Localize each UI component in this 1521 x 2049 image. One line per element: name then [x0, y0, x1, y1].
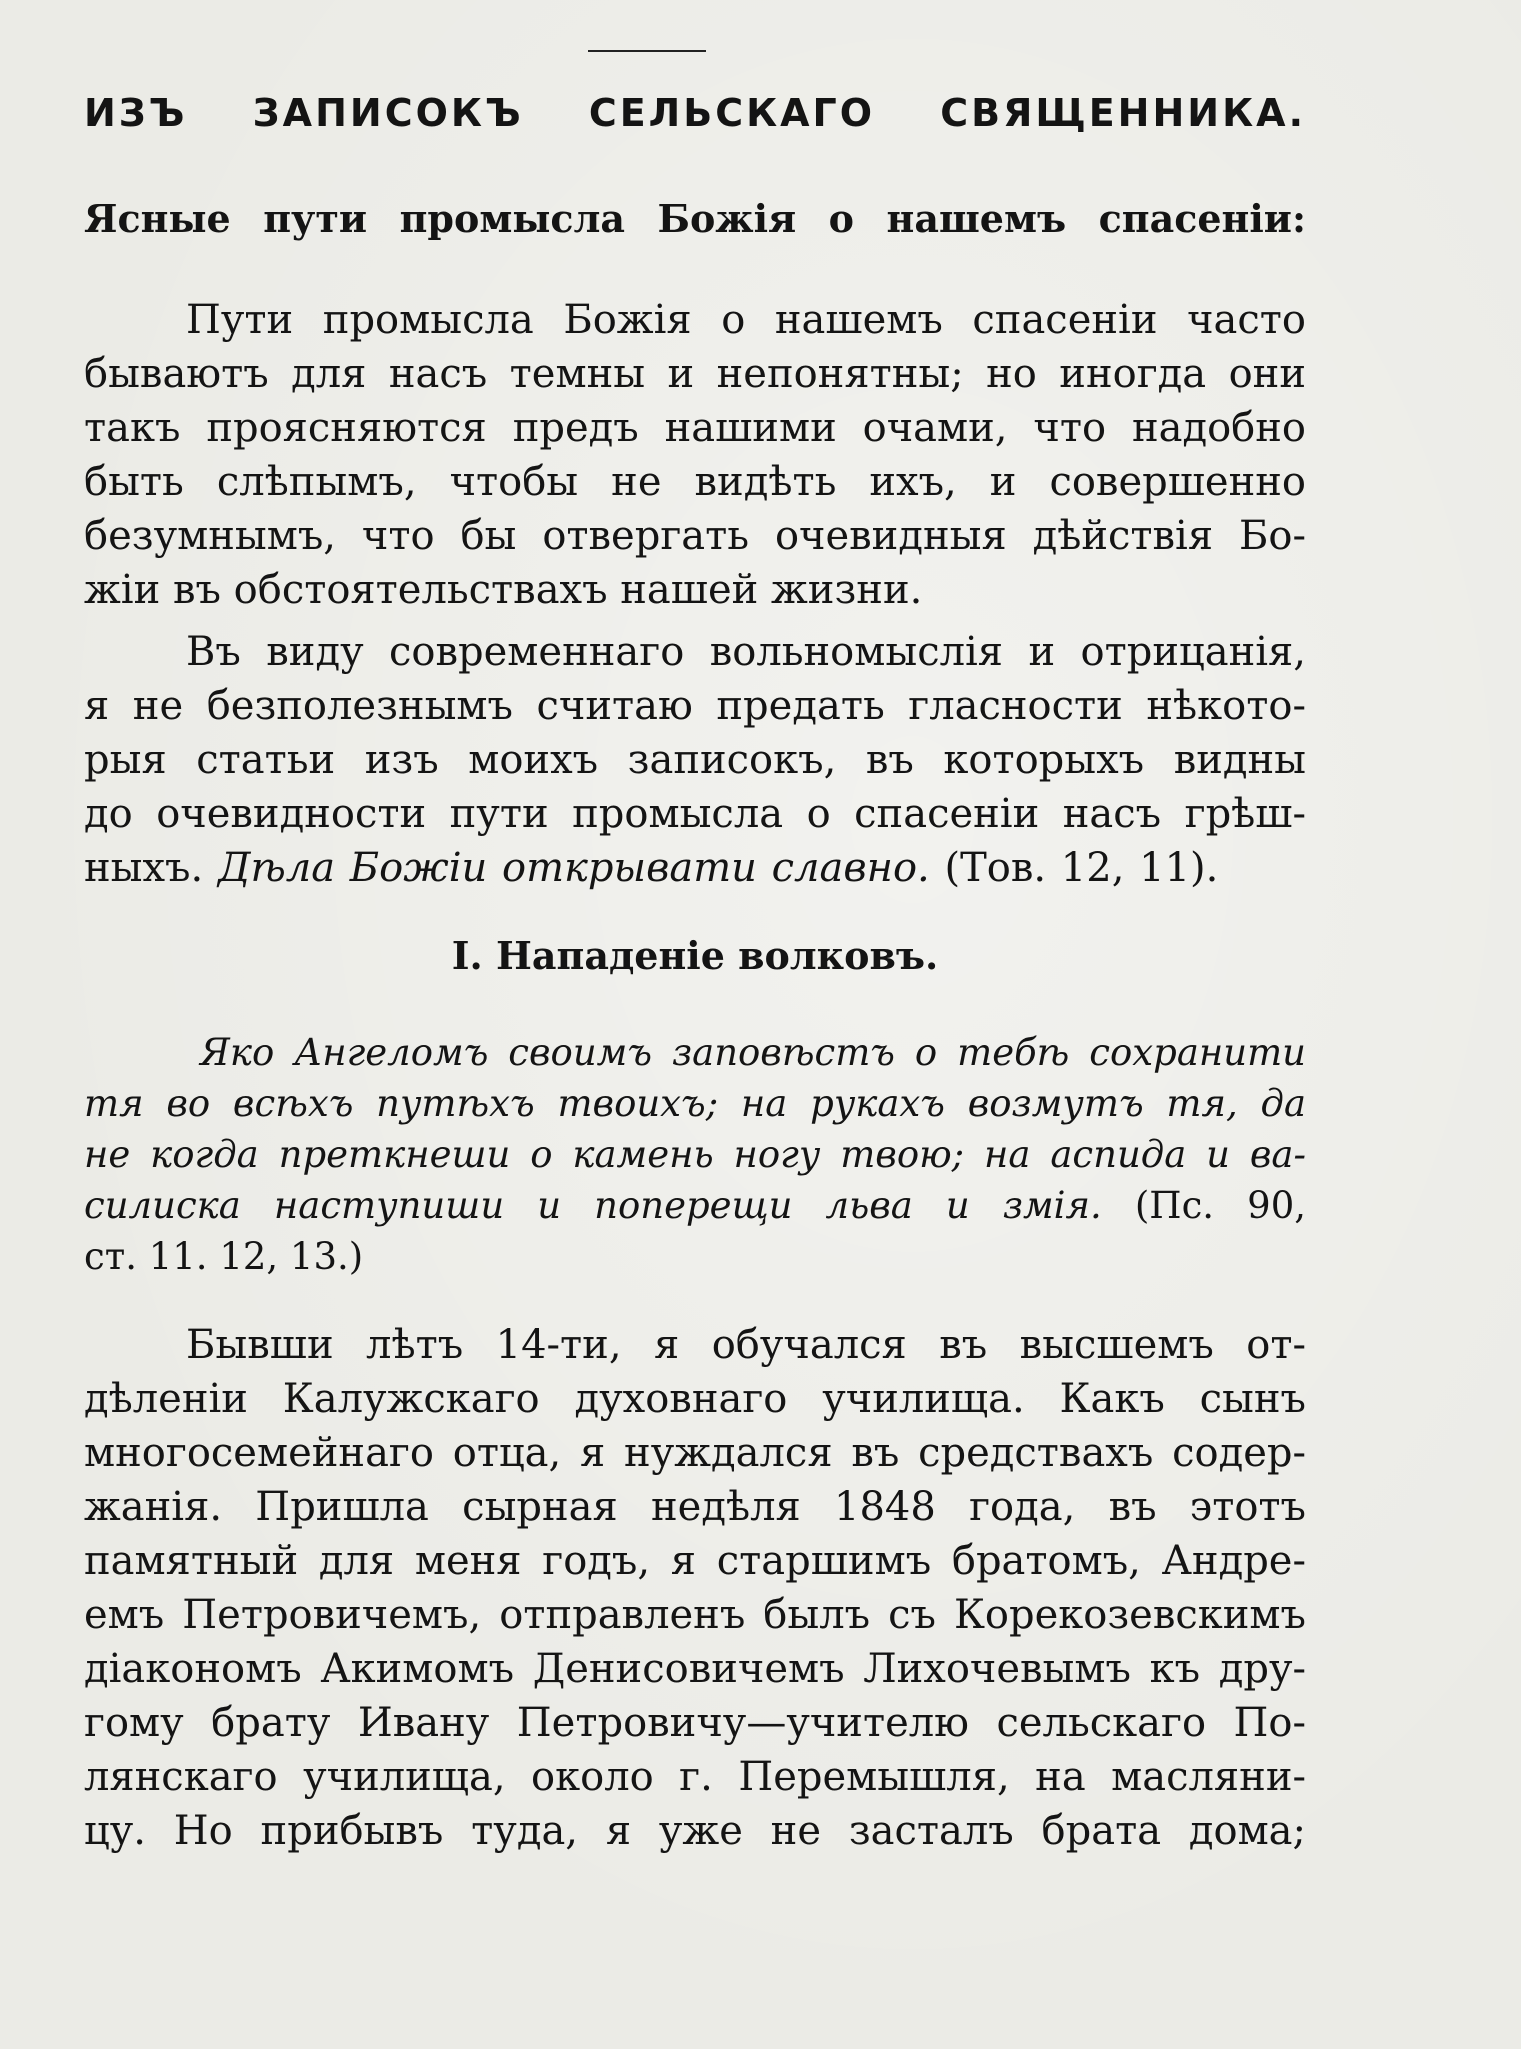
paragraph-3-line-6: емъ Петровичемъ, отправленъ былъ съ Корекозевскимъ [84, 1592, 1306, 1638]
paragraph-3-line-7: діакономъ Акимомъ Денисовичемъ Лихочевымъ къ дру- [84, 1646, 1306, 1692]
quote-reference: (Тов. 12, 11). [944, 845, 1219, 891]
paragraph-1-line-5: безумнымъ, что бы отвергать очевидныя дѣйствія Бо- [84, 513, 1306, 559]
paragraph-1-line-2: бываютъ для насъ темны и непонятны; но иногда они [84, 351, 1306, 397]
epigraph-reference: (Пс. 90, [1134, 1184, 1306, 1227]
paragraph-3-line-4: жанія. Пришла сырная недѣля 1848 года, въ этотъ [84, 1484, 1306, 1530]
paragraph-1-line-4: быть слѣпымъ, чтобы не видѣть ихъ, и совершенно [84, 459, 1306, 505]
section-title: I. Нападеніе волковъ. [451, 933, 939, 978]
paragraph-3-line-1: Бывши лѣтъ 14-ти, я обучался въ высшемъ от- [186, 1322, 1306, 1368]
paragraph-3-line-2: дѣленіи Калужскаго духовнаго училища. Какъ сынъ [84, 1376, 1306, 1422]
paragraph-3-line-9: лянскаго училища, около г. Перемышля, на масляни- [84, 1754, 1306, 1800]
epigraph-line-2: тя во всѣхъ путѣхъ твоихъ; на рукахъ возмутъ тя, да [84, 1082, 1306, 1125]
paragraph-2-line-3: рыя статьи изъ моихъ записокъ, въ которыхъ видны [84, 737, 1306, 783]
paragraph-2-line-4: до очевидности пути промысла о спасеніи насъ грѣш- [84, 791, 1306, 837]
paragraph-2-line-1: Въ виду современнаго вольномыслія и отрицанія, [186, 629, 1306, 675]
paragraph-2-line-2: я не безполезнымъ считаю предать гласности нѣкото- [84, 683, 1306, 729]
paragraph-3-line-10: цу. Но прибывъ туда, я уже не засталъ брата дома; [84, 1808, 1306, 1854]
paragraph-3-line-3: многосемейнаго отца, я нуждался въ средствахъ содер- [84, 1430, 1306, 1476]
paragraph-1-line-3: такъ проясняются предъ нашими очами, что надобно [84, 405, 1306, 451]
epigraph-line-3: не когда преткнеши о камень ногу твою; на аспида и ва- [84, 1133, 1306, 1176]
paragraph-1-line-1: Пути промысла Божія о нашемъ спасеніи часто [186, 297, 1306, 343]
epigraph-line-4 [84, 1181, 1306, 1231]
paragraph-3-line-8: гому брату Ивану Петровичу—учителю сельскаго По- [84, 1700, 1306, 1746]
epigraph-line-1: Яко Ангеломъ своимъ заповѣстъ о тебѣ сохранити [200, 1031, 1306, 1074]
epigraph-line-5: ст. 11. 12, 13.) [84, 1235, 364, 1278]
top-rule [588, 50, 706, 52]
paragraph-3-line-5: памятный для меня годъ, я старшимъ братомъ, Андре- [84, 1538, 1306, 1584]
epigraph-quote-end: силиска наступиши и поперещи льва и змія. [84, 1184, 1102, 1227]
page-title: ИЗЪ ЗАПИСОКЪ СЕЛЬСКАГО СВЯЩЕННИКА. [84, 91, 1306, 135]
paragraph-2-line-5 [84, 843, 1306, 893]
paragraph-1-line-6: жіи въ обстоятельствахъ нашей жизни. [84, 567, 923, 613]
biblical-quote: Дѣла Божіи открывати славно. [217, 845, 930, 891]
paragraph-2-line-5-start: ныхъ. [84, 845, 204, 891]
subtitle: Ясные пути промысла Божія о нашемъ спасеніи: [84, 196, 1306, 241]
